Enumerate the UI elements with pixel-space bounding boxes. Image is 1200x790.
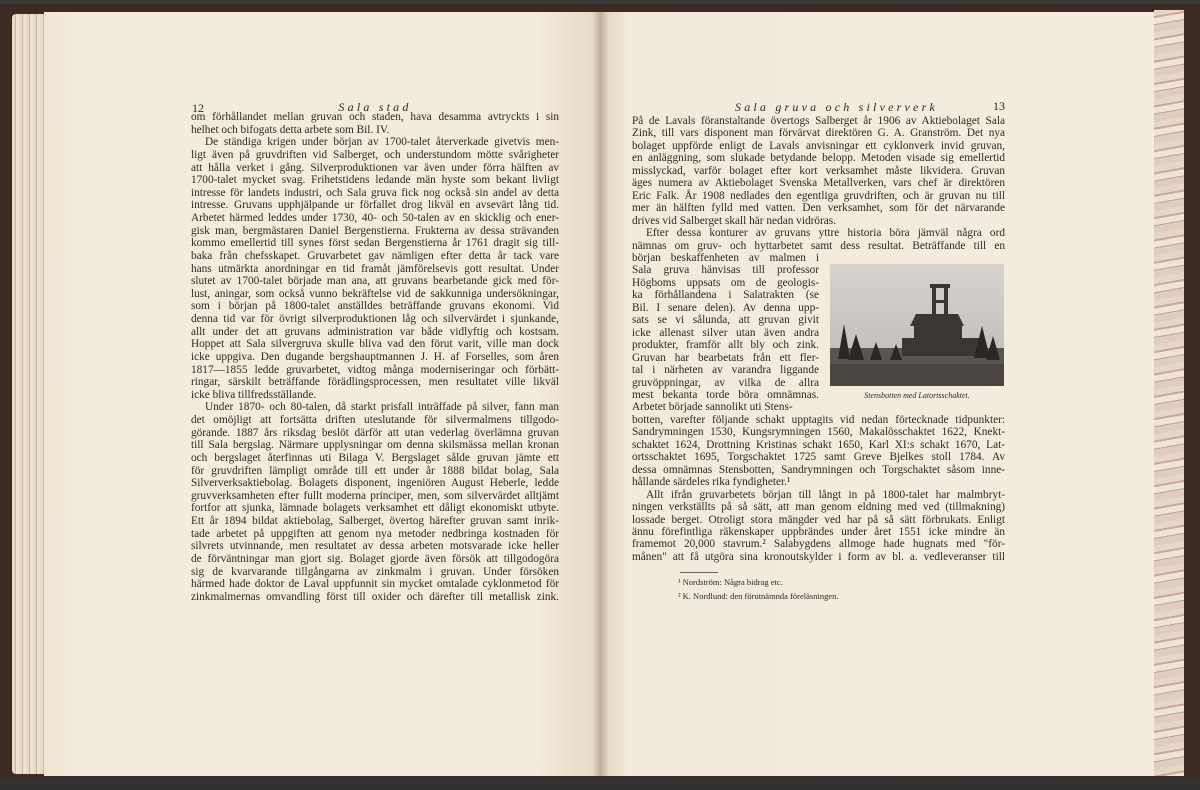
text-line: gruvöppningar, av vilka de allra xyxy=(632,376,819,389)
text-line: ligt även på gruvdriften vid Salberget, och understundom mötte svårigheter xyxy=(191,148,559,161)
text-line: denna tid var för övrigt silverproduktionen låg och silvervärdet i sjunkande, xyxy=(191,313,559,325)
text-line: tal i närheten av varandra liggande xyxy=(632,364,819,377)
text-line: det omöjligt att fortsätta driften uteslutande för silvermalmens tillgodo- xyxy=(191,414,559,426)
left-running-head: Sala stad xyxy=(338,100,412,114)
footnote-2: ² K. Nordlund: den förutnämnda föreläsningen. xyxy=(678,591,839,601)
text-line: Ett år 1894 bildat aktiebolag, Salberget, övertog härefter gruvan samt inrik- xyxy=(191,515,559,527)
text-line: Eric Falk. År 1908 nedlades den egentliga gruvdriften, och är gruvan nu till xyxy=(632,189,1005,202)
text-line: till Sala bergslag. Närmare upplysningar om denna skilsmässa mellan kronan xyxy=(191,439,559,452)
text-line: Silververksaktiebolag. Bolagets disponent, ingeniören August Heberle, ledde xyxy=(191,477,559,490)
text-line: zinkmalmernas omvandling först till oxider och därefter till metallisk zink. xyxy=(191,590,559,603)
text-line: framemot 20,000 stavrum.² Salabygdens allmoge hade hugnats med "för- xyxy=(632,538,1005,551)
text-line: slutet av 1700-talet började man ana, att gruvans bearbetande gick med för- xyxy=(191,275,559,288)
text-line: härmed hade doktor de Laval uppfunnit sin mycket omtalade cyklonmetod för xyxy=(191,578,559,591)
text-line: helhet och bifogats detta arbete som Bil. IV. xyxy=(191,123,390,136)
text-line: drives vid Salberget skall här nedan vidröras. xyxy=(632,214,837,227)
text-line: ka förhållandena i Salatrakten (se xyxy=(632,289,819,302)
text-line: baka från chefsskapet. Gruvarbetet gav nämligen efter detta år tack vare xyxy=(191,249,559,262)
text-line: nämnas om gruv- och hyttarbetet samt dess resultat. Beträffande till en xyxy=(632,239,1005,252)
text-line: äges numera av Aktiebolaget Svenska Metallverken, vars chef är direktören xyxy=(632,177,1005,190)
text-line: Under 1870- och 80-talen, då starkt prisfall inträffade på silver, fann man xyxy=(205,401,559,414)
text-line: för gruvdriften lämpligt område till ett under år 1888 bildat bolag, Sala xyxy=(191,464,559,477)
figure-caption: Stensbotten med Latortsschaktet. xyxy=(864,391,970,400)
footnote-rule xyxy=(680,572,718,573)
book-gutter xyxy=(592,12,608,776)
text-line: fortfor att sjunka, lämnade bolagets verksamhet ett dåligt ekonomiskt utbyte. xyxy=(191,502,559,515)
marbled-page-edge xyxy=(1154,10,1184,776)
left-body-text xyxy=(191,111,559,603)
text-line: På de Lavals föranstaltande övertogs Salberget år 1906 av Aktiebolaget Sala xyxy=(632,115,1005,127)
text-line: dessa omnämnas Stensbotten, Sandrymningen och Torgschaktet såsom inne- xyxy=(632,463,1005,476)
text-line: Sala gruva hänvisas till professor xyxy=(632,264,819,277)
text-line: mer än hälften fylld med vatten. Den verksamhet, som för det närvarande xyxy=(632,202,1005,215)
text-line: allt under det att gruvans administration var både vidlyftig och kostsam. xyxy=(191,325,559,338)
text-line: ännu förefintliga räkenskaper uppbrändes under året 1551 icke mindre än xyxy=(632,525,1005,538)
text-line: intresse. Gruvans upphjälpande ur förfallet drog likväl en avsevärt lång tid. xyxy=(191,199,559,212)
text-line: 1817—1855 ledde gruvarbetet, vidtog många moderniseringar och förbätt- xyxy=(191,363,559,376)
text-line: gisk man, bergmästaren Daniel Bergenstierna. Frukterna av dessa strävanden xyxy=(191,224,559,237)
text-line: sig de kvarvarande tillgångarna av zinkmalm i gruvan. Under försöken xyxy=(191,565,559,578)
text-line: hållande särdeles rika fyndigheter.¹ xyxy=(632,476,791,489)
text-line: Högboms uppsats om de geologis- xyxy=(632,276,819,289)
text-line: som i början på 1800-talet anställdes beträffande gruvans ekonomi. Vid xyxy=(191,300,559,313)
text-line: icke uppgiva. Den dugande bergshauptmannen J. H. af Forselles, som åren xyxy=(191,350,559,363)
text-line: bolaget uppförde enligt de Lavals anvisningar ett cyklonverk invid gruvan, xyxy=(632,139,1005,152)
text-line: tade arbetet på uppgiften att genom nya metoder nedbringa kostnaden för xyxy=(191,527,559,540)
text-line: Sandrymningen 1530, Kungsrymningen 1560, Makalösschaktet 1622, Knekt- xyxy=(632,426,1005,439)
text-line: icke allenast silver utan även andra xyxy=(632,326,819,339)
text-line: Arbetet härmed leddes under 1730, 40- och 50-talen av en skicklig och ener- xyxy=(191,212,559,224)
scanner-bottom-border xyxy=(0,778,1200,790)
text-line: schaktet 1624, Drottning Kristinas schakt 1650, Karl XI:s schakt 1670, Lat- xyxy=(632,438,1005,451)
page-edges xyxy=(12,14,48,774)
text-line: de förväntningar man gjort sig. Bolaget gjorde även försök att tillgodogöra xyxy=(191,552,559,565)
text-line: månen" att få utgöra sina kronoutskylder i form av bl. a. vedleveranser till xyxy=(632,550,1005,563)
text-line: ortsschaktet 1695, Torgschaktet 1725 samt Greve Bjelkes stoll 1784. Av xyxy=(632,451,1005,464)
text-line: lossade berget. Otroligt stora mängder ved har på så sätt förbrukats. Enligt xyxy=(632,513,1005,526)
text-line: att hålla verket i gång. Silverproduktionen var även under förra hälften av xyxy=(191,161,559,174)
text-line: om förhållandet mellan gruvan och staden, hava desamma avtryckts i sin xyxy=(191,111,559,123)
text-line: Zink, till vars disponent man förvärvat direktören G. A. Granström. Det nya xyxy=(632,127,1005,140)
mine-photograph xyxy=(830,264,1004,386)
text-line: Hoppet att Sala silvergruva skulle bliva vad den förut varit, ville man dock xyxy=(191,338,559,351)
text-line: Gruvan har bearbetats från ett fler- xyxy=(632,351,819,364)
text-line: intresse för landets industri, och Sala gruva fick nog också sin andel av detta xyxy=(191,186,559,199)
text-line: produkter, framför allt bly och zink. xyxy=(632,339,819,352)
right-running-head: Sala gruva och silververk xyxy=(735,100,938,114)
text-line: kommo emellertid till synes först sedan Bergenstierna år 1761 dragit sig till- xyxy=(191,237,559,250)
footnote-1: ¹ Nordström: Några bidrag etc. xyxy=(678,577,783,587)
text-line: hans utmärkta anordningar en tid framåt jämförelsevis gott resultat. Under xyxy=(191,262,559,275)
text-line: mest bekanta torde böra omnämnas. xyxy=(632,388,819,401)
scanner-top-border xyxy=(0,0,1200,4)
text-line: icke bliva tillfredsställande. xyxy=(191,388,317,401)
text-line: gruvverksamheten efter fullt moderna principer, men, som silvervärdet alltjämt xyxy=(191,489,559,502)
text-line: silvrets utvinnande, men resultatet av dessa arbeten motsvarade icke heller xyxy=(191,540,559,553)
text-line: misslyckad, varför bolaget efter kort verksamhet måste likvidera. Gruvan xyxy=(632,164,1005,177)
text-line: Arbetet började sannolikt uti Stens- xyxy=(632,401,793,414)
text-line: och bergslaget återfinnas uti Bilaga V. Bergslaget sålde gruvan jämte ett xyxy=(191,451,559,464)
text-line: 1700-talet mycket svag. Frihetstidens ledande män hyste som bekant livligt xyxy=(191,174,559,187)
text-line: början beskaffenheten av malmen i xyxy=(632,251,819,264)
text-line: Bil. I senare delen). Av denna upp- xyxy=(632,301,819,314)
text-line: Allt ifrån gruvarbetets början till långt in på 1800-talet har malmbryt- xyxy=(646,488,1005,501)
text-line: De ständiga krigen under början av 1700-talet återverkade givetvis men- xyxy=(205,136,559,149)
text-line: en anläggning, som slukade betydande belopp. Metoden visade sig emellertid xyxy=(632,152,1005,165)
text-line: Efter dessa konturer av gruvans yttre historia böra jämväl några ord xyxy=(646,227,1005,240)
text-line: görande. 1887 års riksdag beslöt därför att utan vederlag överlämna gruvan xyxy=(191,426,559,439)
text-line: botten, varefter följande schakt upptagits vid nedan förtecknade tidpunkter: xyxy=(632,413,1005,426)
text-line: sats se vi sålunda, att gruvan givit xyxy=(632,314,819,327)
text-line: ringar, särskilt beträffande förädlingsprocessen, men resultatet ville likväl xyxy=(191,376,559,389)
text-line: lust, aningar, som också vunno bekräftelse vid de sakkunniga undersökningar, xyxy=(191,287,559,300)
text-line: ningen verkställts på så sätt, att man genom eldning med ved (tillmakning) xyxy=(632,501,1005,514)
left-page-number: 12 xyxy=(192,101,204,115)
right-page-number: 13 xyxy=(993,99,1005,113)
